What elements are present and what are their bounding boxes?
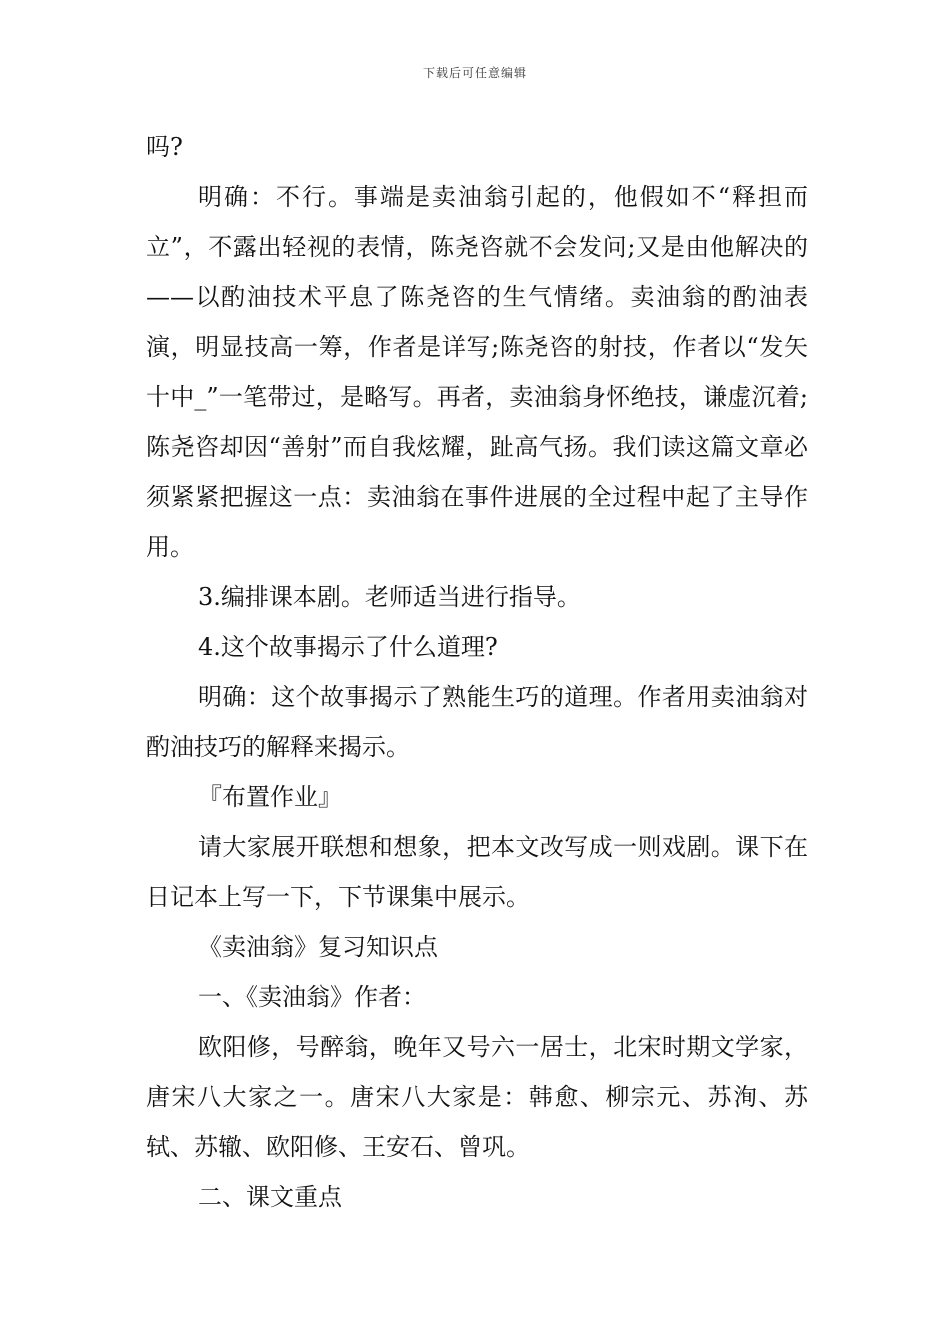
section-heading-author: 一、《卖油翁》作者： (198, 983, 426, 1011)
paragraph-answer-1: 明确：不行。事端是卖油翁引起的，他假如不“释担而立”，不露出轻视的表情，陈尧咨就不会发问;又是由他解决的——以酌油技术平息了陈尧咨的生气情绪。卖油翁的酌油表演，明显技高一筹，作者是详写;陈尧咨的射技，作者以“发矢十中_”一笔带过，是略写。再者，卖油翁身怀绝技，谦虚沉着;陈尧咨却因“善射”而自我炫耀，趾高气扬。我们读这篇文章必须紧紧把握这一点：卖油翁在事件进展的全过程中起了主导作用。 (146, 183, 808, 561)
paragraph-author: 欧阳修，号醉翁，晚年又号六一居士，北宋时期文学家，唐宋八大家之一。唐宋八大家是：韩愈、柳宗元、苏洵、苏轼、苏辙、欧阳修、王安石、曾巩。 (146, 1033, 808, 1161)
section-heading-key-points: 二、课文重点 (198, 1183, 342, 1211)
paragraph-continuation: 吗? (146, 133, 183, 161)
paragraph-answer-2: 明确：这个故事揭示了熟能生巧的道理。作者用卖油翁对酌油技巧的解释来揭示。 (146, 683, 808, 761)
paragraph-homework: 请大家展开联想和想象，把本文改写成一则戏剧。课下在日记本上写一下，下节课集中展示。 (146, 833, 808, 911)
page-header-note: 下载后可任意编辑 (422, 66, 527, 80)
section-heading-homework: 『布置作业』 (198, 783, 342, 811)
paragraph-item-3: 3.编排课本剧。老师适当进行指导。 (198, 583, 581, 611)
section-heading-review: 《卖油翁》复习知识点 (198, 933, 438, 961)
document-body (146, 122, 808, 1222)
paragraph-item-4: 4.这个故事揭示了什么道理? (198, 633, 498, 661)
